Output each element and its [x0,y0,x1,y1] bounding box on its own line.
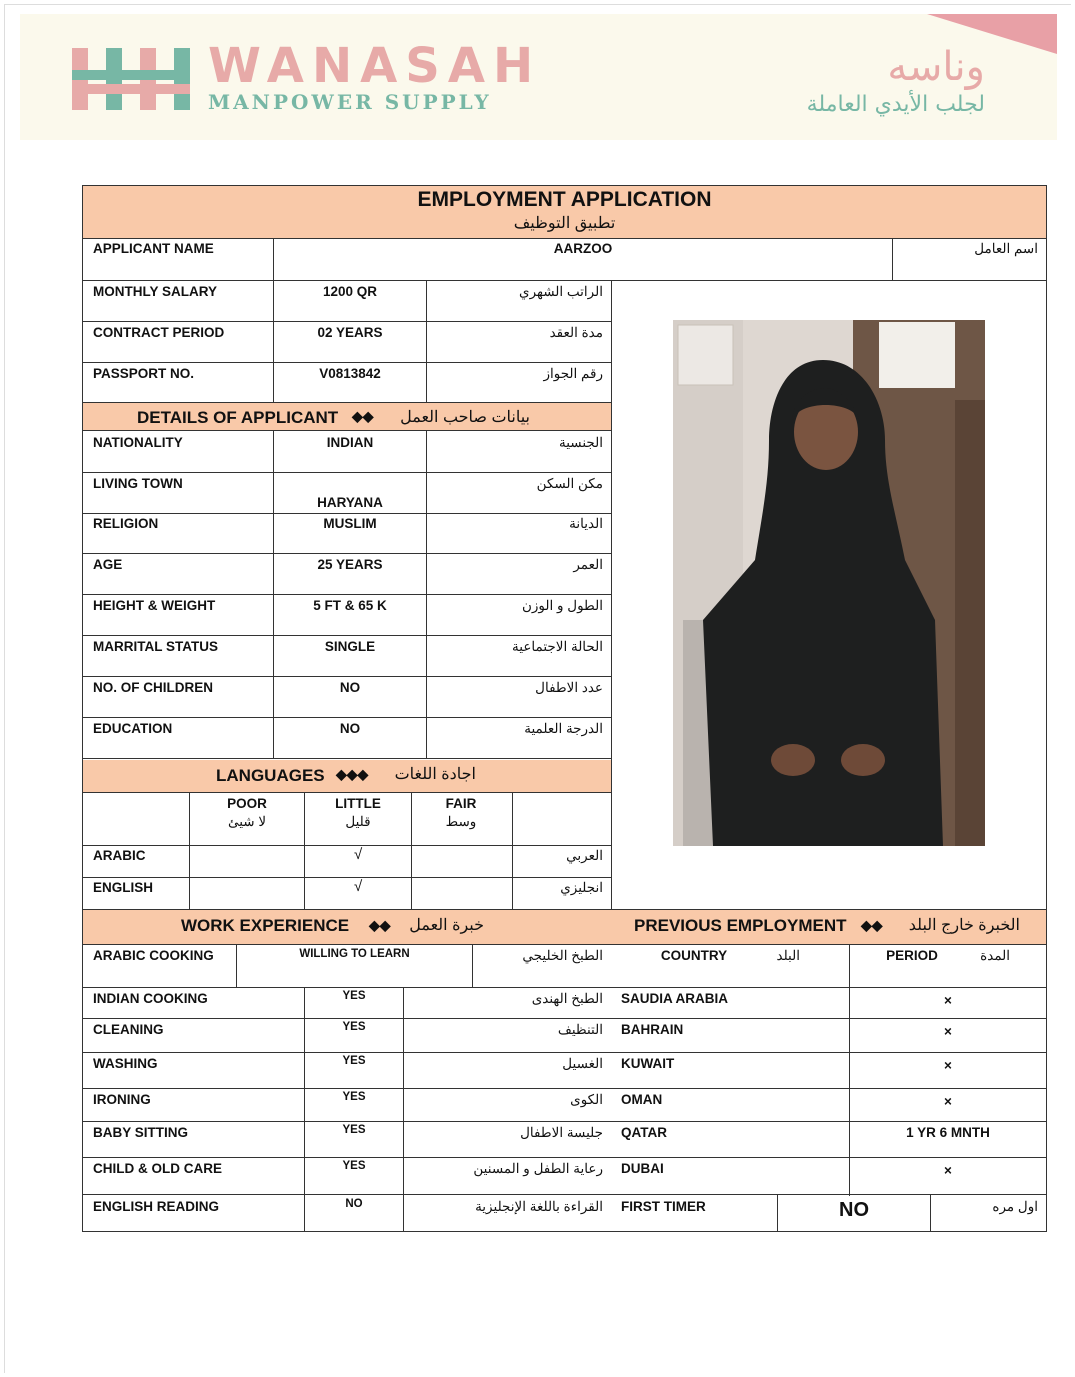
language-level-label: LITTLE [335,796,381,811]
grid-vline [426,430,427,758]
detail-arabic: الديانة [569,516,603,531]
detail-label: EDUCATION [93,721,173,736]
grid-hline [83,1231,1047,1232]
grid-vline [411,792,412,909]
prev-country: OMAN [621,1092,663,1107]
grid-vline [849,944,850,1196]
grid-hline [83,717,611,718]
grid-vline [273,238,274,280]
detail-label: MARRITAL STATUS [93,639,218,654]
prev-period-header-arabic: المدة [980,948,1010,963]
grid-vline [189,792,190,845]
grid-vline [611,280,612,910]
grid-hline [83,909,1047,910]
grid-vline [189,845,190,909]
grid-hline [83,1088,1047,1089]
detail-value: NO [339,721,361,736]
language-check-mark: √ [354,846,363,863]
language-level-label: FAIR [445,796,477,811]
detail-label: NO. OF CHILDREN [93,680,213,695]
language-label: ENGLISH [93,880,154,895]
grid-hline [83,185,1047,186]
grid-hline [83,1194,1047,1195]
grid-vline [777,1194,778,1231]
grid-hline [83,513,611,514]
brand-tagline: MANPOWER SUPPLY [208,90,492,114]
grid-hline [83,238,1047,239]
grid-hline [83,472,611,473]
work-arabic-cooking-label: ARABIC COOKING [93,948,214,963]
grid-hline [83,553,611,554]
prev-section-title: PREVIOUS EMPLOYMENT [634,916,847,935]
work-skill-arabic: جليسة الاطفال [520,1125,603,1140]
detail-value: 5 FT & 65 K [313,598,387,613]
work-skill-value: YES [342,1055,366,1067]
applicant-photo-image [673,320,985,846]
work-skill-label: INDIAN COOKING [93,991,208,1006]
work-skill-arabic: الغسيل [562,1056,603,1071]
detail-value: MUSLIM [323,516,377,531]
detail-arabic: الطول و الوزن [521,598,603,613]
grid-vline [1046,185,1047,1232]
top-row-value: 02 YEARS [317,325,383,340]
prev-section-bullets: ◆◆ [861,917,883,933]
prev-period: × [944,1058,952,1073]
language-level-arabic: قليل [345,814,371,829]
prev-country: KUWAIT [621,1056,675,1071]
prev-period: × [944,993,952,1008]
top-row-label: PASSPORT NO. [93,366,195,381]
work-skill-value: NO [345,1198,363,1210]
grid-hline [83,402,611,403]
detail-arabic: العمر [573,557,603,572]
prev-country: DUBAI [621,1161,664,1176]
detail-arabic: الدرجة العلمية [524,721,603,736]
grid-hline [83,362,611,363]
language-arabic: انجليزي [560,880,603,895]
work-skill-arabic: رعاية الطفل و المسنين [473,1161,603,1176]
grid-hline [83,594,611,595]
detail-value: 25 YEARS [317,557,383,572]
languages-section-title: LANGUAGES [216,766,325,785]
detail-value: NO [339,680,361,695]
languages-section-arabic: اجادة اللغات [394,766,476,783]
language-level-arabic: لا شيئ [227,814,267,829]
work-section-bullets: ◆◆ [369,917,391,933]
grid-hline [83,987,1047,988]
prev-country: QATAR [621,1125,667,1140]
grid-hline [83,1052,1047,1053]
brand-name: WANASAH [208,38,542,94]
top-row-value: 1200 QR [322,284,378,299]
first-timer-label: FIRST TIMER [621,1199,706,1214]
brand-arabic-tagline: لجلب الأيدي العاملة [806,92,985,117]
grid-vline [426,280,427,402]
grid-hline [83,845,611,846]
applicant-name-arabic: اسم العامل [974,241,1038,256]
work-arabic-cooking-arabic: الطبخ الخليجي [522,948,603,963]
form-title: EMPLOYMENT APPLICATION [417,188,712,211]
prev-section-arabic: الخبرة خارج البلد [908,917,1020,934]
work-section-title: WORK EXPERIENCE [181,916,350,935]
prev-period: × [944,1094,952,1109]
detail-value: SINGLE [324,639,376,654]
first-timer-value: NO [839,1199,869,1221]
grid-vline [930,1194,931,1231]
language-label: ARABIC [93,848,146,863]
prev-period: 1 YR 6 MNTH [906,1125,990,1140]
prev-country: BAHRAIN [621,1022,684,1037]
work-skill-arabic: القراءة باللغة الإنجليزية [475,1199,603,1214]
grid-vline [273,430,274,758]
detail-arabic: الجنسية [558,435,603,450]
grid-hline [83,1121,1047,1122]
details-section-title: DETAILS OF APPLICANT [137,408,339,427]
top-row-arabic: رقم الجواز [543,366,603,381]
work-skill-arabic: التنظيف [557,1022,603,1037]
work-skill-value: YES [342,1124,366,1136]
logo-mark-icon [72,48,194,110]
prev-period: × [944,1163,952,1178]
header-banner [20,14,1057,140]
detail-label: AGE [93,557,123,572]
work-skill-label: IRONING [93,1092,151,1107]
applicant-name-value: AARZOO [553,241,613,256]
prev-country-header-arabic: البلد [776,948,800,963]
work-section-arabic: خبرة العمل [409,917,484,934]
grid-hline [83,944,1047,945]
applicant-name-label: APPLICANT NAME [93,241,214,256]
top-row-value: V0813842 [319,366,381,381]
grid-hline [83,877,611,878]
applicant-photo [673,320,985,846]
work-skill-value: YES [342,990,366,1002]
work-skill-arabic: الكوى [570,1092,603,1107]
grid-vline [472,944,473,987]
top-row-arabic: مدة العقد [549,325,603,340]
grid-hline [83,321,611,322]
prev-period: × [944,1024,952,1039]
top-row-label: MONTHLY SALARY [93,284,218,299]
detail-label: LIVING TOWN [93,476,183,491]
languages-section-bullets: ◆◆◆ [336,766,369,782]
grid-hline [83,635,611,636]
language-level-label: POOR [227,796,267,811]
grid-hline [83,758,611,759]
work-skill-label: WASHING [93,1056,158,1071]
grid-vline [273,280,274,402]
detail-label: NATIONALITY [93,435,183,450]
first-timer-arabic: اول مره [992,1199,1038,1214]
grid-hline [83,792,611,793]
details-section-arabic: بيانات صاحب العمل [400,409,530,426]
grid-vline [512,792,513,909]
grid-vline [892,238,893,280]
grid-hline [83,280,1047,281]
grid-hline [83,1157,1047,1158]
work-arabic-cooking-value: WILLING TO LEARN [299,948,410,960]
grid-vline [236,944,237,987]
detail-arabic: الحالة الاجتماعية [512,639,603,654]
work-skill-value: YES [342,1021,366,1033]
work-skill-label: BABY SITTING [93,1125,189,1140]
form-title-arabic: تطبيق التوظيف [513,215,616,232]
grid-vline [403,987,404,1231]
top-row-arabic: الراتب الشهري [519,284,603,299]
work-skill-label: CHILD & OLD CARE [93,1161,222,1176]
work-skill-value: YES [342,1160,366,1172]
detail-value: HARYANA [317,495,383,510]
work-skill-label: ENGLISH READING [93,1199,220,1214]
work-skill-arabic: الطبخ الهندى [531,991,603,1006]
work-skill-label: CLEANING [93,1022,164,1037]
grid-hline [83,1018,1047,1019]
detail-arabic: مكن السكن [536,476,603,491]
grid-vline [304,792,305,909]
language-level-arabic: وسط [445,814,477,829]
work-skill-value: YES [342,1091,366,1103]
grid-vline [304,987,305,1231]
prev-period-header: PERIOD [886,948,938,963]
grid-hline [83,430,611,431]
details-section-bullets: ◆◆ [352,408,374,424]
detail-arabic: عدد الاطفال [535,680,603,695]
prev-country-header: COUNTRY [660,948,728,963]
detail-label: HEIGHT & WEIGHT [93,598,216,613]
brand-arabic-name: وناسه [887,44,985,90]
grid-hline [83,676,611,677]
prev-country: SAUDIA ARABIA [621,991,728,1006]
detail-value: INDIAN [326,435,374,450]
language-check-mark: √ [354,878,363,895]
detail-label: RELIGION [93,516,159,531]
language-arabic: العربي [566,848,603,863]
top-row-label: CONTRACT PERIOD [93,325,225,340]
grid-vline [82,185,83,1232]
